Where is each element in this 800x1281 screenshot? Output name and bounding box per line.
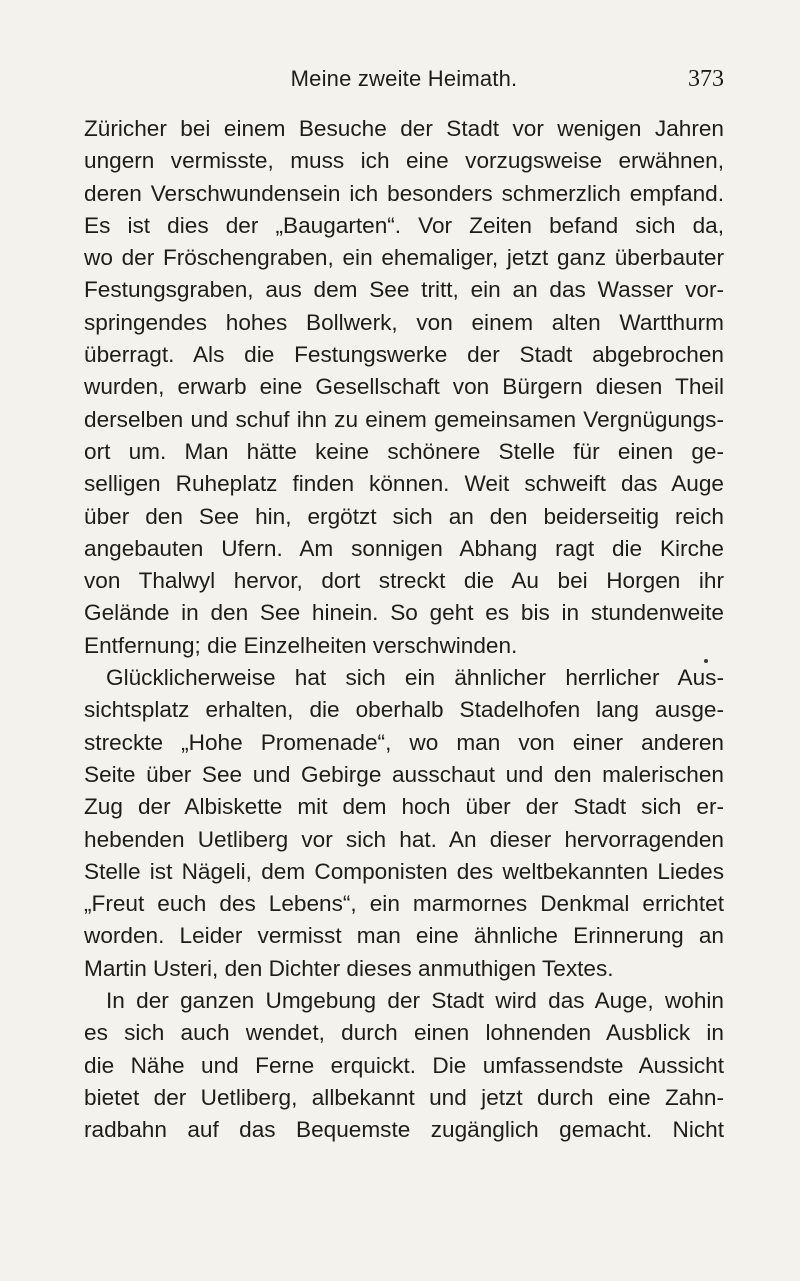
text-line: streckte „Hohe Promenade“, wo man von einer anderen: [84, 729, 724, 755]
text-line: es sich auch wendet, durch einen lohnenden Ausblick in: [84, 1020, 724, 1046]
text-line: sichtsplatz erhalten, die oberhalb Stadelhofen lang ausge-: [84, 697, 724, 723]
text-line: worden. Leider vermisst man eine ähnliche Erinnerung an: [84, 923, 724, 949]
text-line: wurden, erwarb eine Gesellschaft von Bürgern diesen Theil: [84, 374, 724, 400]
page-header: [84, 66, 724, 100]
print-speck: [704, 659, 708, 663]
text-line: die Nähe und Ferne erquickt. Die umfassendste Aussicht: [84, 1052, 724, 1078]
body-text: [84, 113, 724, 1147]
text-line: selligen Ruheplatz finden können. Weit schweift das Auge: [84, 471, 724, 497]
text-line: Stelle ist Nägeli, dem Componisten des weltbekannten Liedes: [84, 858, 724, 884]
text-line: über den See hin, ergötzt sich an den beiderseitig reich: [84, 503, 724, 529]
text-line: von Thalwyl hervor, dort streckt die Au bei Horgen ihr: [84, 568, 724, 594]
text-line: Seite über See und Gebirge ausschaut und den malerischen: [84, 761, 724, 787]
text-line: springendes hohes Bollwerk, von einem alten Wartthurm: [84, 309, 724, 335]
text-line: wo der Fröschengraben, ein ehemaliger, jetzt ganz überbauter: [84, 245, 724, 271]
text-line: Gelände in den See hinein. So geht es bis in stundenweite: [84, 600, 724, 626]
text-line: Es ist dies der „Baugarten“. Vor Zeiten befand sich da,: [84, 212, 724, 238]
text-line: Zug der Albiskette mit dem hoch über der Stadt sich er-: [84, 794, 724, 820]
text-line: derselben und schuf ihn zu einem gemeinsamen Vergnügungs-: [84, 406, 724, 432]
running-title: Meine zweite Heimath.: [290, 66, 518, 91]
paragraph-end-line: Martin Usteri, den Dichter dieses anmuthigen Textes.: [84, 955, 614, 981]
text-line: angebauten Ufern. Am sonnigen Abhang ragt die Kirche: [84, 535, 724, 561]
text-line: Züricher bei einem Besuche der Stadt vor wenigen Jahren: [84, 116, 724, 141]
text-line: ungern vermisste, muss ich eine vorzugsweise erwähnen,: [84, 148, 724, 174]
text-line: überragt. Als die Festungswerke der Stadt abgebrochen: [84, 342, 724, 368]
text-line: Festungsgraben, aus dem See tritt, ein an das Wasser vor-: [84, 277, 724, 303]
paragraph-start-line: Glücklicherweise hat sich ein ähnlicher herrlicher Aus-: [106, 665, 724, 691]
text-line: hebenden Uetliberg vor sich hat. An dieser hervorragenden: [84, 826, 724, 852]
text-line: radbahn auf das Bequemste zugänglich gemacht. Nicht: [84, 1117, 724, 1143]
text-line: deren Verschwundensein ich besonders schmerzlich empfand.: [84, 180, 724, 206]
page-number: 373: [688, 66, 724, 92]
text-line: bietet der Uetliberg, allbekannt und jetzt durch eine Zahn-: [84, 1084, 724, 1110]
text-line: „Freut euch des Lebens“, ein marmornes Denkmal errichtet: [84, 891, 724, 917]
paragraph-start-line: In der ganzen Umgebung der Stadt wird das Auge, wohin: [106, 988, 724, 1014]
paragraph-end-line: Entfernung; die Einzelheiten verschwinden.: [84, 632, 518, 658]
text-line: ort um. Man hätte keine schönere Stelle für einen ge-: [84, 438, 724, 464]
